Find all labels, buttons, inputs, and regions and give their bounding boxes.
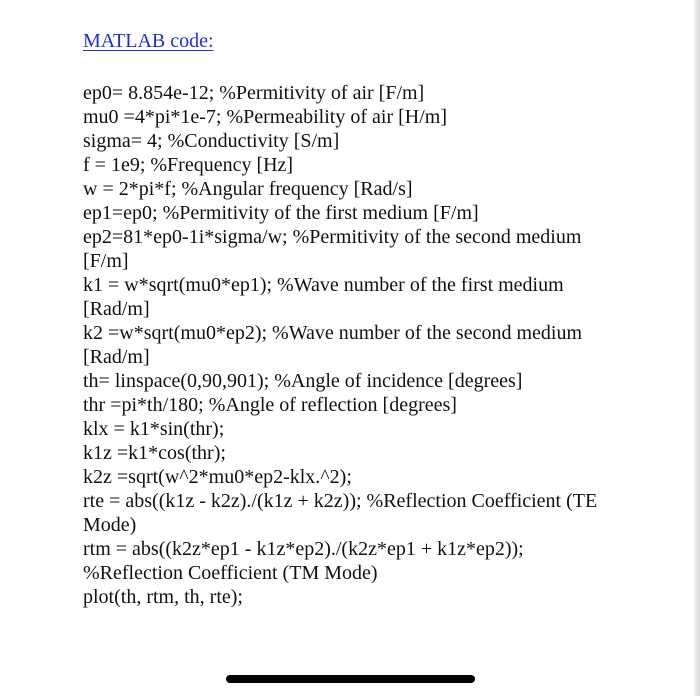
code-line: mu0 =4*pi*1e-7; %Permeability of air [H/m] [83,106,447,128]
code-line: plot(th, rtm, th, rte); [83,586,243,608]
code-line: [Rad/m] [83,346,150,368]
code-line: ep1=ep0; %Permitivity of the first medium [F/m] [83,202,479,224]
code-line: k1z =k1*cos(thr); [83,442,226,464]
code-line: ep0= 8.854e-12; %Permitivity of air [F/m] [83,82,425,104]
code-line: w = 2*pi*f; %Angular frequency [Rad/s] [83,178,413,200]
code-line: Mode) [83,514,137,536]
code-line: [Rad/m] [83,298,150,320]
code-line: rte = abs((k1z - k2z)./(k1z + k2z)); %Reflection Coefficient (TE [83,490,598,512]
matlab-code-heading[interactable]: MATLAB code: [83,30,214,52]
code-line: k1 = w*sqrt(mu0*ep1); %Wave number of the first medium [83,274,564,296]
code-line: %Reflection Coefficient (TM Mode) [83,562,378,584]
code-line: sigma= 4; %Conductivity [S/m] [83,130,340,152]
code-line: [F/m] [83,250,129,272]
code-line: th= linspace(0,90,901); %Angle of incidence [degrees] [83,370,523,392]
page-edge-shadow [694,0,700,696]
code-line: k2z =sqrt(w^2*mu0*ep2-klx.^2); [83,466,352,488]
code-block [83,81,623,609]
code-line: rtm = abs((k2z*ep1 - k1z*ep2)./(k2z*ep1 + k1z*ep2)); [83,538,524,560]
code-line: f = 1e9; %Frequency [Hz] [83,154,294,176]
code-line: ep2=81*ep0-1i*sigma/w; %Permitivity of the second medium [83,226,582,248]
code-line: klx = k1*sin(thr); [83,418,225,440]
code-line: k2 =w*sqrt(mu0*ep2); %Wave number of the second medium [83,322,582,344]
code-line: thr =pi*th/180; %Angle of reflection [degrees] [83,394,457,416]
home-indicator[interactable] [226,675,475,683]
